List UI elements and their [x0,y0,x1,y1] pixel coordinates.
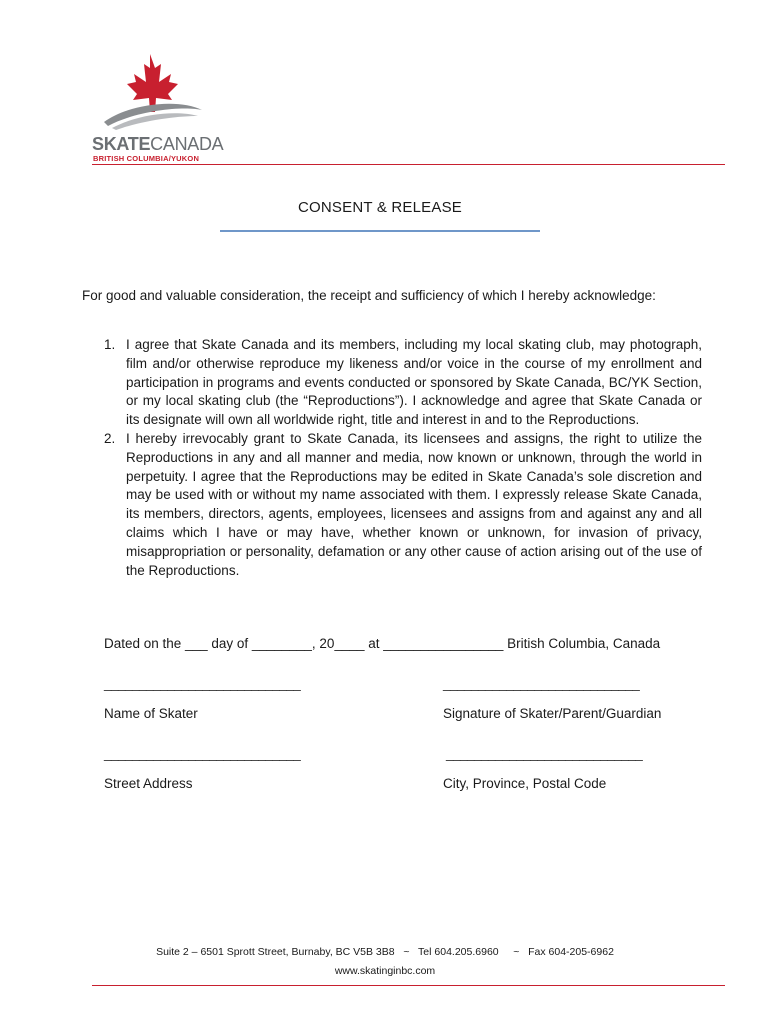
name-label: Name of Skater [104,706,198,721]
footer-address: Suite 2 – 6501 Sprott Street, Burnaby, BC V5B 3B8 ~ Tel 604.205.6960 ~ Fax 604-205-6962 [156,946,614,958]
street-label: Street Address [104,776,193,791]
clause-text: I agree that Skate Canada and its members, including my local skating club, may photograph, film and/or otherwise reproduce my likeness and/or voice in the course of my enrollment and participation in programs and events conducted or sponsored by Skate Canada, BC/YK Section, or my local skating club (the “Reproductions”). I acknowledge and agree that Skate Canada or its designate will own all worldwide right, title and interest in and to the Reproductions. [126,337,702,428]
footer-divider [92,985,725,986]
dated-line[interactable]: Dated on the ___ day of ________, 20____ at ________________ British Columbia, Canada [104,636,661,651]
skate-canada-logo [88,52,238,162]
clause-number: 1. [104,337,116,352]
signature-label: Signature of Skater/Parent/Guardian [443,706,662,721]
clause-item [104,336,702,430]
name-blank[interactable]: ____________________________ [104,676,301,691]
logo-wordmark: SKATECANADA [92,134,224,154]
clause-item [104,430,702,580]
clause-text: I hereby irrevocably grant to Skate Canada, its licensees and assigns, the right to utilize the Reproductions in any and all manner and media, now known or unknown, through the world in perpetuity. I agree that the Reproductions may be edited in Skate Canada’s sole discretion and may be used with or without my name associated with them. I expressly release Skate Canada, its members, directors, agents, employees, licensees and assigns from and against any and all claims which I have or may have, whether known or unknown, for invasion of privacy, misappropriation or personality, defamation or any other cause of action arising out of the use of the Reproductions. [126,430,702,578]
title-underline [220,230,540,232]
footer-website[interactable]: www.skatinginbc.com [334,965,436,977]
city-blank[interactable]: ____________________________ [446,746,643,761]
city-label: City, Province, Postal Code [443,776,607,791]
street-blank[interactable]: ____________________________ [104,746,301,761]
logo-subtitle: BRITISH COLUMBIA/YUKON [93,154,200,163]
clause-number: 2. [104,430,116,446]
header-divider [92,164,725,165]
intro-paragraph: For good and valuable consideration, the receipt and sufficiency of which I hereby acknowledge: [82,288,656,303]
clause-list [104,336,702,580]
maple-leaf-icon [98,52,208,132]
document-title: CONSENT & RELEASE [297,199,462,216]
signature-blank[interactable]: ____________________________ [443,676,640,691]
